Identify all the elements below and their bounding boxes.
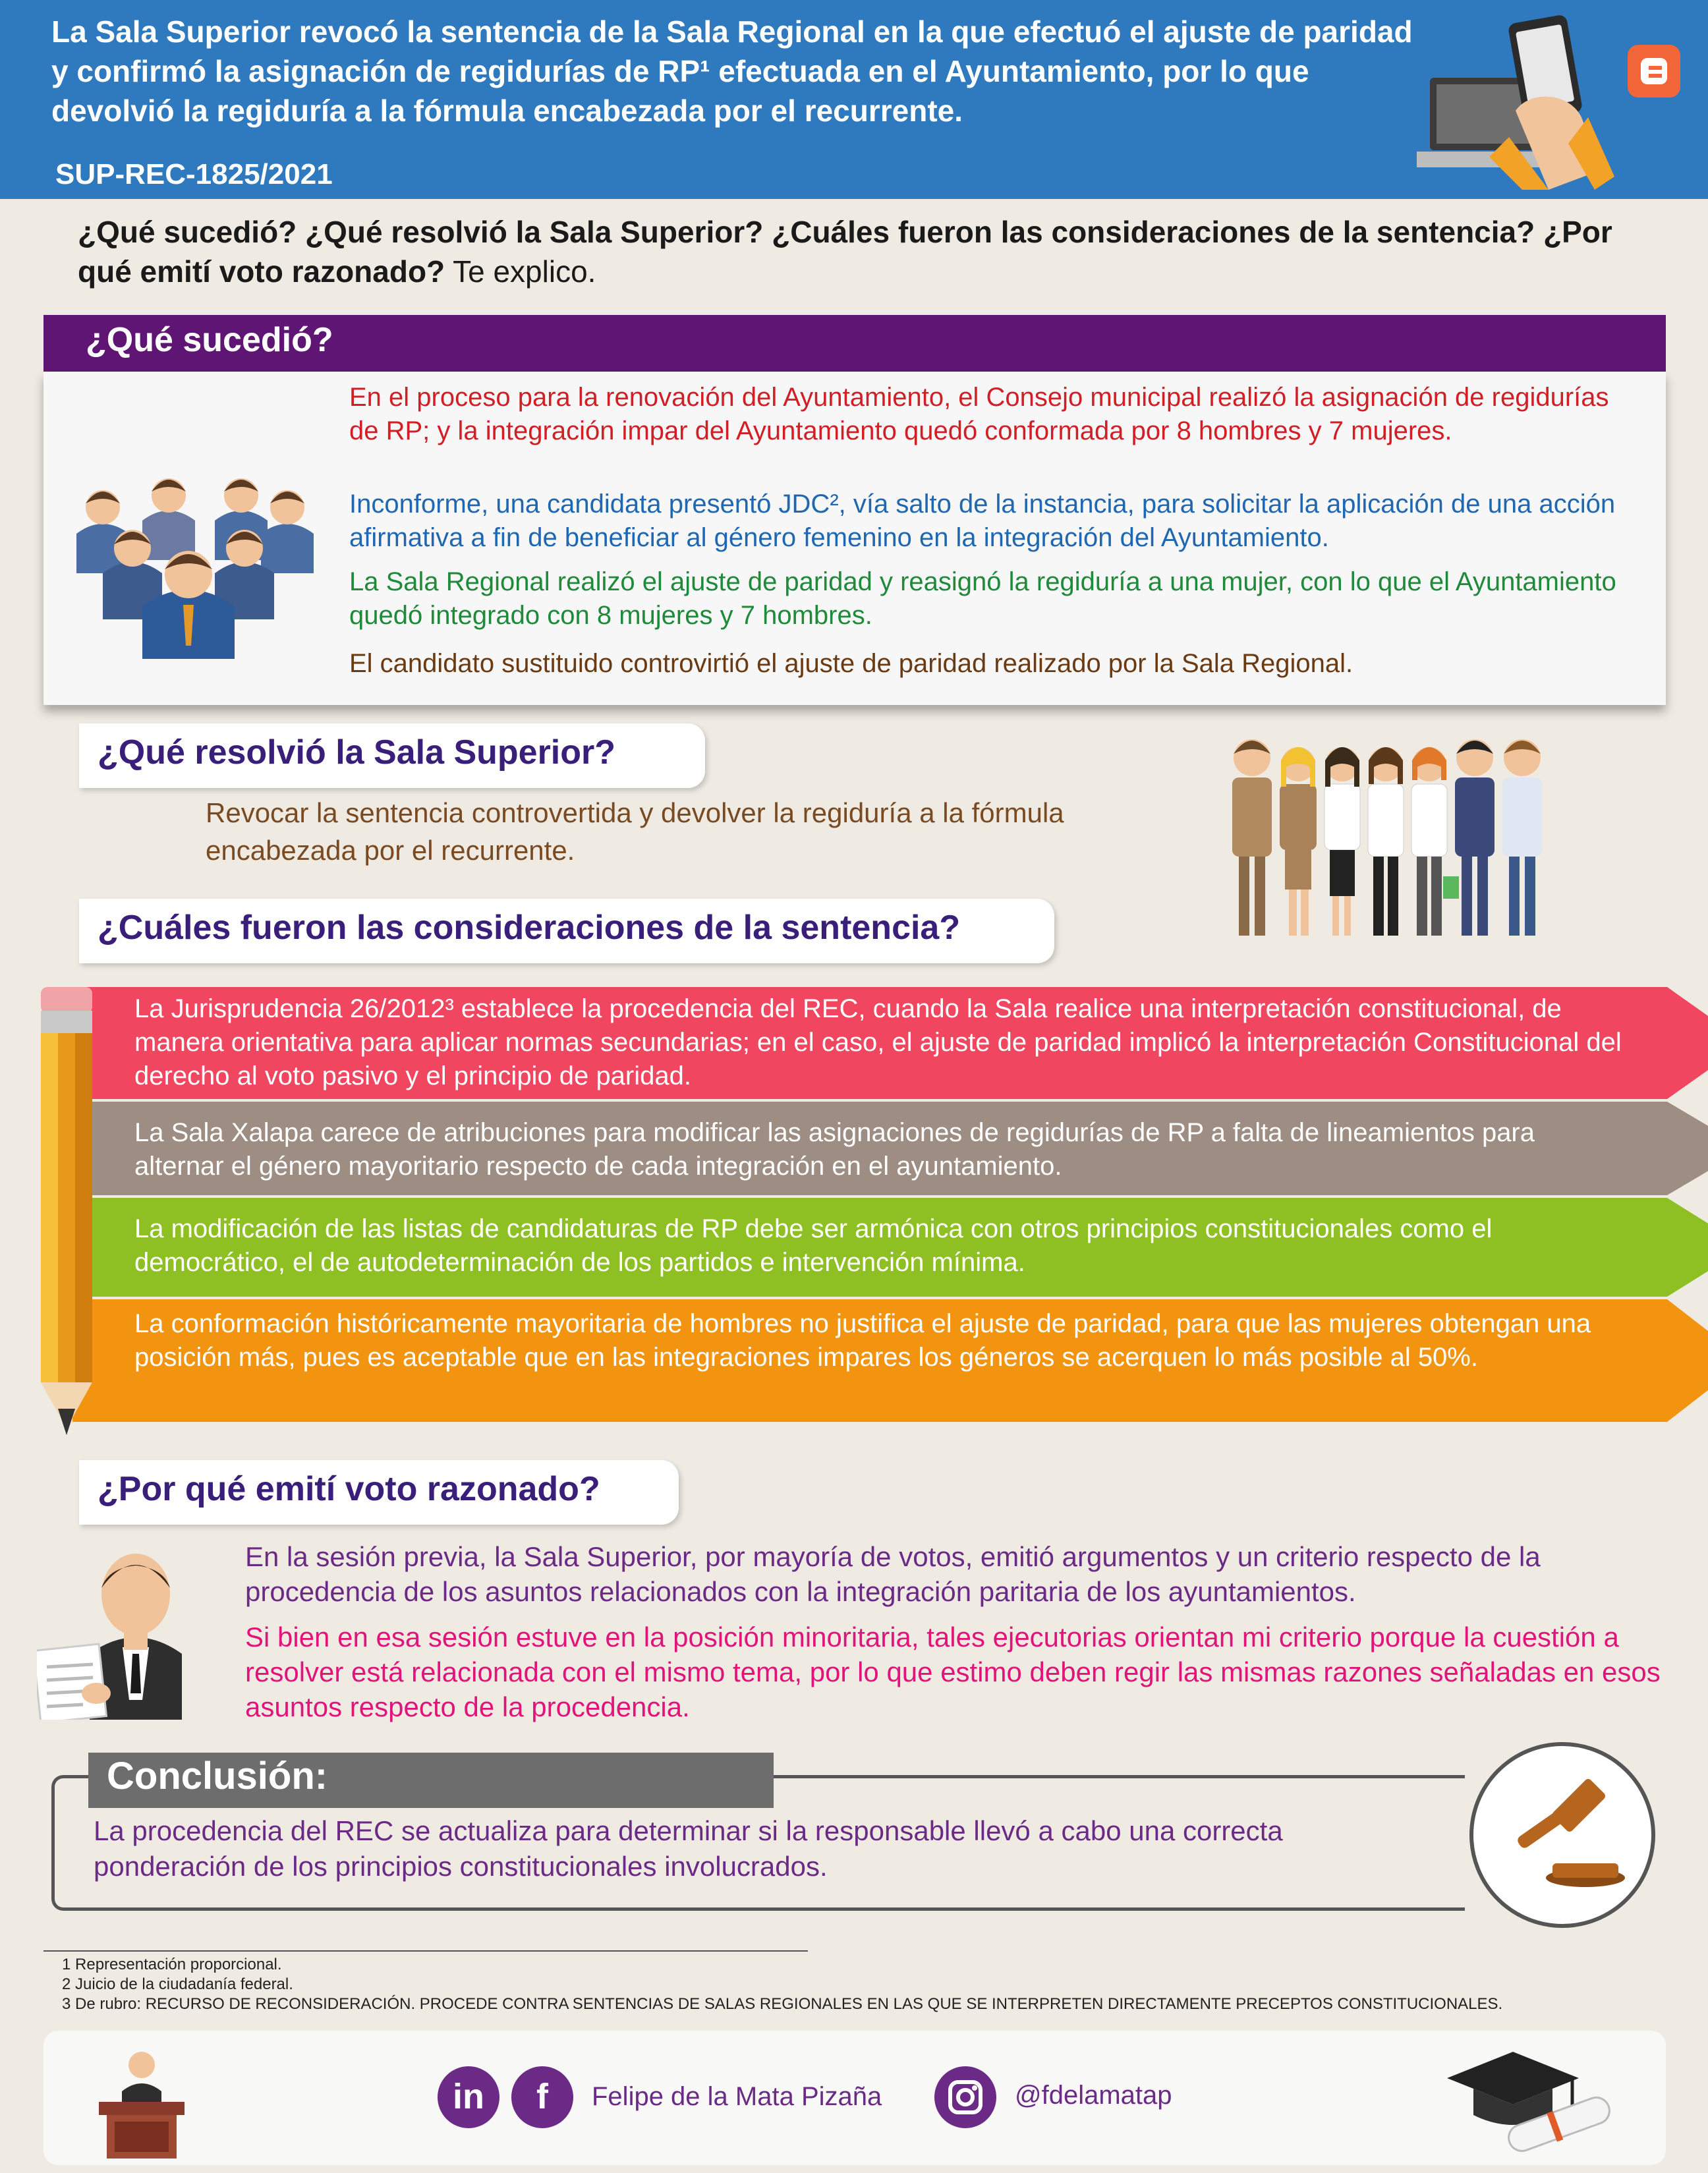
- gavel-icon: [1467, 1739, 1658, 1931]
- conclusion-title: Conclusión:: [107, 1755, 328, 1797]
- case-number: SUP-REC-1825/2021: [55, 158, 333, 190]
- section-vote-title: ¿Por qué emití voto razonado?: [98, 1470, 600, 1508]
- business-people-group-icon: [63, 435, 320, 659]
- consideration-text-4: La conformación históricamente mayoritaria de hombres no justifica el ajuste de paridad, para que las mujeres obtengan una posición más, pues es aceptable que en las integraciones impares los géneros se acerquen lo más posible al 50%.: [134, 1309, 1591, 1372]
- businessman-document-icon: [37, 1535, 228, 1720]
- intro-questions: ¿Qué sucedió? ¿Qué resolvió la Sala Superior? ¿Cuáles fueron las consideraciones de la sentencia? ¿Por qué emití voto razonado?: [78, 215, 1612, 289]
- consideration-text-1: La Jurisprudencia 26/2012³ establece la procedencia del REC, cuando la Sala realice una interpretación constitucional, de manera orientativa para aplicar normas secundarias; en el caso, el ajuste de paridad implicó la interpretación Constitucional del derecho al voto pasivo y el principio de paridad.: [134, 994, 1622, 1090]
- header-title: La Sala Superior revocó la sentencia de la Sala Regional en la que efectuó el ajuste de paridad y confirmó la asignación de regidurías de RP¹ efectuada en el Ayuntamiento, por lo que devolvió la regiduría a la fórmula encabezada por el recurrente.: [51, 14, 1413, 128]
- section-considerations-title: ¿Cuáles fueron las consideraciones de la sentencia?: [98, 909, 961, 947]
- footnote-1: 1 Representación proporcional.: [62, 1956, 282, 1973]
- section-what-happened-title: ¿Qué sucedió?: [86, 321, 333, 359]
- graduation-cap-diploma-icon: [1440, 2039, 1618, 2164]
- instagram-handle[interactable]: @fdelamatap: [1015, 2081, 1172, 2110]
- footnote-divider: [43, 1950, 808, 1952]
- intro-text: [78, 212, 1659, 291]
- what-happened-paragraph-1: En el proceso para la renovación del Ayuntamiento, el Consejo municipal realizó la asignación de regidurías de RP; y la integración impar del Ayuntamiento quedó conformada por 8 hombres y 7 mujeres.: [349, 383, 1609, 445]
- what-happened-paragraph-3: La Sala Regional realizó el ajuste de paridad y reasignó la regiduría a una mujer, con lo que el Ayuntamiento quedó integrado con 8 mujeres y 7 hombres.: [349, 567, 1616, 630]
- vote-paragraph-1: En la sesión previa, la Sala Superior, por mayoría de votos, emitió argumentos y un criterio respecto de la procedencia de los asuntos relacionados con la integración paritaria de los ayuntamientos.: [245, 1541, 1541, 1607]
- what-happened-paragraph-4: El candidato sustituido controvirtió el ajuste de paridad realizado por la Sala Regional.: [349, 649, 1353, 678]
- section-resolution-title: ¿Qué resolvió la Sala Superior?: [98, 733, 616, 772]
- instagram-icon[interactable]: [934, 2066, 996, 2128]
- footnote-2: 2 Juicio de la ciudadanía federal.: [62, 1975, 293, 1993]
- resolution-body: Revocar la sentencia controvertida y devolver la regiduría a la fórmula encabezada por el recurrente.: [206, 797, 1064, 866]
- conclusion-body: La procedencia del REC se actualiza para determinar si la responsable llevó a cabo una correcta ponderación de los principios constitucionales involucrados.: [94, 1815, 1283, 1882]
- linkedin-icon[interactable]: in: [438, 2066, 499, 2128]
- author-name: Felipe de la Mata Pizaña: [592, 2082, 882, 2111]
- what-happened-paragraph-2: Inconforme, una candidata presentó JDC², vía salto de la instancia, para solicitar la aplicación de una acción afirmativa a fin de beneficiar al género femenino en la integración del Ayuntamiento.: [349, 490, 1616, 552]
- footnote-3: 3 De rubro: RECURSO DE RECONSIDERACIÓN. PROCEDE CONTRA SENTENCIAS DE SALAS REGIONALES EN LAS QUE SE INTERPRETEN DIRECTAMENTE PRECEPTOS CONSTITUCIONALES.: [62, 1995, 1503, 2013]
- intro-tail: Te explico.: [445, 254, 596, 289]
- facebook-icon[interactable]: f: [511, 2066, 573, 2128]
- vote-paragraph-2: Si bien en esa sesión estuve en la posición minoritaria, tales ejecutorias orientan mi criterio porque la cuestión a resolver está relacionada con el mismo tema, por lo que estimo deben regir las mismas razones señaladas en esos asuntos respecto de la procedencia.: [245, 1622, 1661, 1722]
- team-people-icon: [1219, 718, 1588, 942]
- laptop-phone-blogger-icon: [1417, 12, 1687, 190]
- consideration-text-2: La Sala Xalapa carece de atribuciones para modificar las asignaciones de regidurías de RP a falta de lineamientos para alternar el género mayoritario respecto de cada integración en el ayuntamiento.: [134, 1118, 1535, 1181]
- pencil-icon: [37, 987, 96, 1435]
- consideration-text-3: La modificación de las listas de candidaturas de RP debe ser armónica con otros principios constitucionales como el democrático, el de autodeterminación de los partidos e intervención mínima.: [134, 1214, 1493, 1277]
- podium-speaker-icon: [79, 2039, 204, 2164]
